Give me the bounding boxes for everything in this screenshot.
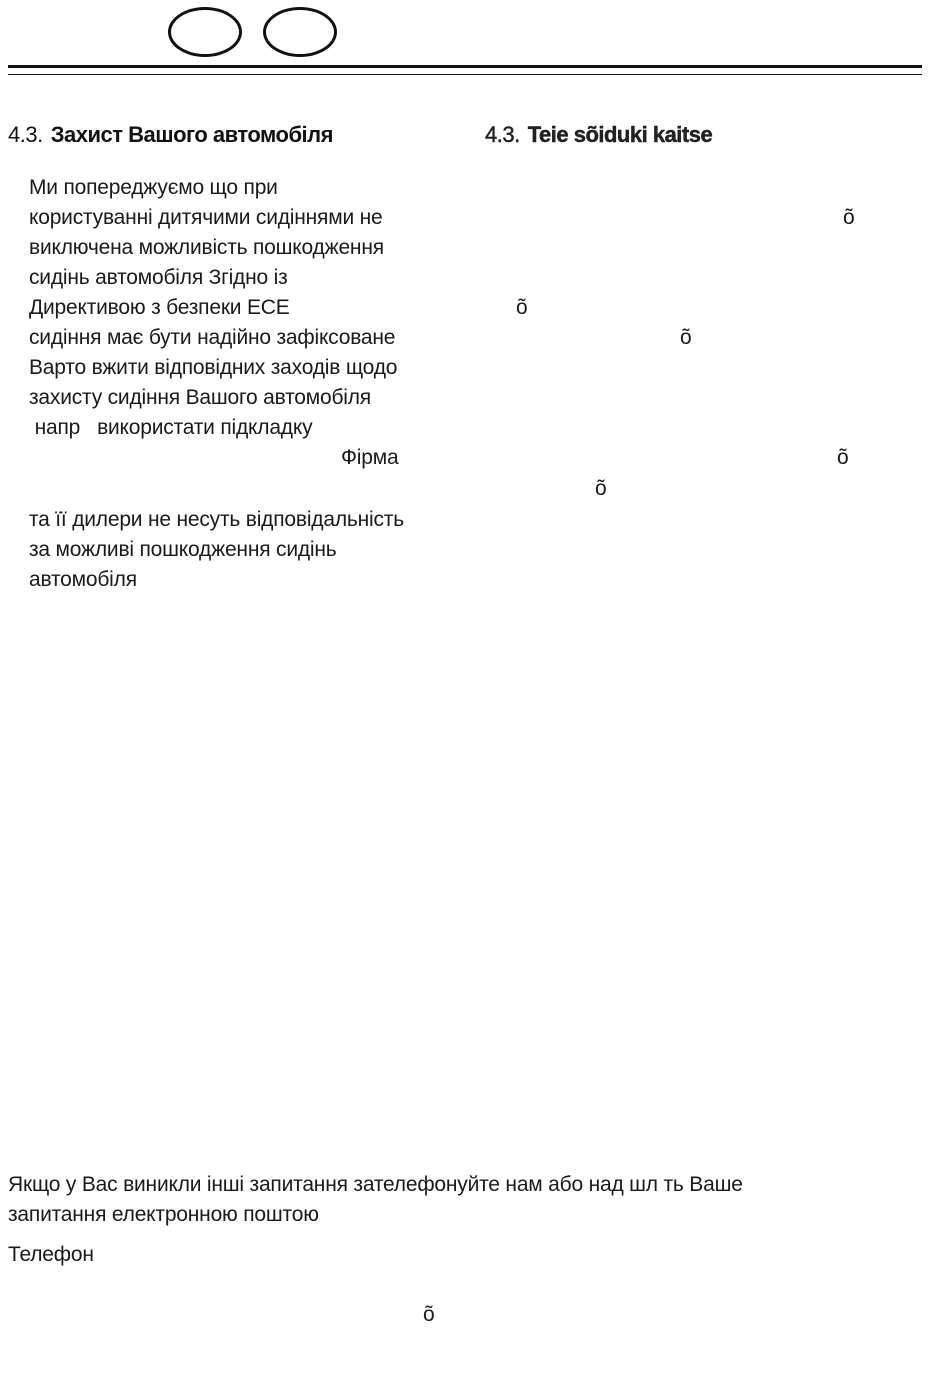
section-heading-et	[485, 122, 712, 148]
header-badge-right	[263, 7, 337, 57]
section-number-uk: 4.3.	[8, 122, 43, 147]
footer-text-fragment: õ	[423, 1303, 435, 1326]
uk-text-line: сидіння має бути надійно зафіксоване	[29, 326, 396, 349]
uk-text-line: Ми попереджуємо що при	[29, 176, 278, 199]
uk-text-line: користуванні дитячими сидіннями не	[29, 206, 383, 229]
uk-text-line: Фірма	[341, 446, 399, 469]
et-text-fragment: õ	[595, 477, 607, 500]
uk-text-line: Варто вжити відповідних заходів щодо	[29, 356, 398, 379]
contact-text-line: Якщо у Вас виникли інші запитання зателефонуйте нам або над шл ть Ваше	[8, 1173, 743, 1196]
uk-text-line: сидінь автомобіля Згідно із	[29, 266, 288, 289]
uk-text-line: напр використати підкладку	[29, 416, 313, 439]
header-rule-thin	[8, 74, 922, 75]
et-text-fragment: õ	[680, 326, 692, 349]
uk-text-line: автомобіля	[29, 568, 137, 591]
et-text-fragment: õ	[837, 446, 849, 469]
section-title-et: Teie sõiduki kaitse	[527, 122, 713, 147]
contact-text-line: запитання електронною поштою	[8, 1203, 319, 1226]
header-rule-thick	[8, 65, 922, 68]
uk-text-line: Директивою з безпеки ЕСЕ	[29, 296, 290, 319]
uk-text-line: захисту сидіння Вашого автомобіля	[29, 386, 371, 409]
uk-text-line: та її дилери не несуть відповідальність	[29, 508, 404, 531]
header-badge-left	[168, 7, 242, 57]
et-text-fragment: õ	[843, 206, 855, 229]
uk-text-line: за можливі пошкодження сидінь	[29, 538, 337, 561]
section-number-et: 4.3.	[485, 122, 520, 147]
et-text-fragment: õ	[516, 296, 528, 319]
section-title-uk: Захист Вашого автомобіля	[50, 122, 333, 147]
phone-label: Телефон	[8, 1243, 94, 1266]
uk-text-line: виключена можливість пошкодження	[29, 236, 384, 259]
section-heading-uk	[8, 122, 333, 148]
